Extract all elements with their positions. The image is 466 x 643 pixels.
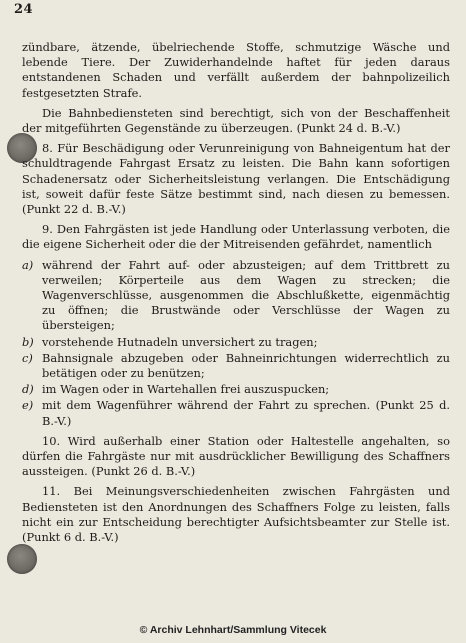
paragraph-bedienstete: Die Bahnbediensteten sind berechtigt, sich von der Beschaffenheit der mitgeführten Gegenstände zu überzeugen. (Punkt 24 d. B.-V.)	[22, 105, 450, 136]
list-item-text: mit dem Wagenführer während der Fahrt zu sprechen. (Punkt 25 d. B.-V.)	[42, 398, 450, 428]
list-marker: d)	[22, 382, 34, 397]
list-item-text: vorstehende Hutnadeln unversichert zu tragen;	[42, 334, 318, 349]
list-marker: e)	[22, 398, 34, 413]
paragraph-8: 8. Für Beschädigung oder Verunreinigung von Bahneigentum hat der schuldtragende Fahrgast Ersatz zu leisten. Die Bahn kann sofortigen Schadenersatz oder Sicherheitsleistung verlangen. Die Entschädigung ist, soweit dafür feste Sätze bestimmt sind, nach diesen zu bemessen. (Punkt 22 d. B.-V.)	[22, 141, 450, 217]
list-marker: b)	[22, 334, 34, 349]
list-marker: c)	[22, 350, 33, 365]
paragraph-11: 11. Bei Meinungsverschiedenheiten zwischen Fahrgästen und Bediensteten ist den Anordnungen des Schaffners Folge zu leisten, falls nicht ein zur Entscheidung berechtigter Aufsichtsbeamter zur Stelle ist. (Punkt 6 d. B.-V.)	[22, 484, 450, 545]
list-item	[22, 258, 450, 334]
list-item-text: während der Fahrt auf- oder abzusteigen; auf dem Trittbrett zu verweilen; Körperteile aus dem Wagen zu strecken; die Wagenverschlüsse, ausgenommen die Abschlußkette, eigenmächtig zu öffnen; die Brustwände oder Verschlüsse der Wagen zu übersteigen;	[42, 257, 450, 333]
list-marker: a)	[22, 257, 34, 272]
prohibition-list	[22, 258, 450, 429]
list-item-text: im Wagen oder in Wartehallen frei auszuspucken;	[42, 382, 330, 397]
list-item	[22, 382, 450, 397]
paragraph-continuation: zündbare, ätzende, übelriechende Stoffe, schmutzige Wäsche und lebende Tiere. Der Zuwiderhandelnde haftet für jeden daraus entstandenen Schaden und verfällt außerdem der bahnpolizeilich festgesetzten Strafe.	[22, 40, 450, 100]
page-number: 24	[14, 2, 34, 17]
list-item	[22, 398, 450, 428]
list-item	[22, 351, 450, 381]
list-item-text: Bahnsignale abzugeben oder Bahneinrichtungen widerrechtlich zu betätigen oder zu benützen;	[42, 350, 450, 381]
archive-credit: © Archiv Lehnhart/Sammlung Vitecek	[139, 624, 327, 636]
paragraph-9: 9. Den Fahrgästen ist jede Handlung oder Unterlassung verboten, die die eigene Sicherheit oder die der Mitreisenden gefährdet, namentlich	[22, 222, 450, 252]
document-body	[22, 40, 450, 550]
list-item	[22, 335, 450, 350]
paragraph-10: 10. Wird außerhalb einer Station oder Haltestelle angehalten, so dürfen die Fahrgäste nur mit ausdrücklicher Bewilligung des Schaffners aussteigen. (Punkt 26 d. B.-V.)	[22, 433, 450, 479]
